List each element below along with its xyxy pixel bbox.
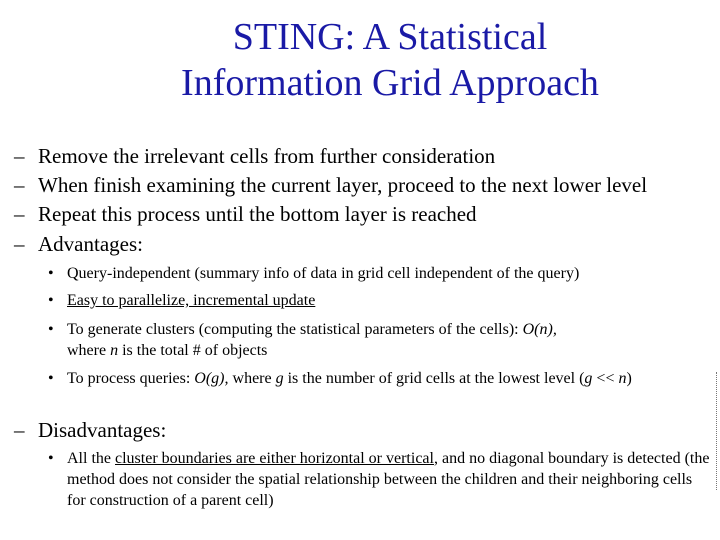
slide-title-line-2: Information Grid Approach	[181, 62, 599, 104]
bullet-text: Remove the irrelevant cells from further consideration	[38, 144, 496, 168]
text-part: All the	[67, 450, 115, 467]
bullet-text: Disadvantages:	[38, 418, 167, 442]
advantage-generate-clusters	[48, 319, 710, 361]
edge-dotted-rule	[716, 372, 717, 490]
bullet-remove-irrelevant	[14, 141, 495, 171]
text-part: , and no diagonal boundary is detected (the method does not consider the spatial relationship between the children and their neighboring cells for construction of a parent cell)	[67, 450, 710, 509]
bullet-dot: •	[48, 370, 54, 387]
dash-marker: –	[14, 202, 25, 226]
variable-g: g	[275, 370, 284, 387]
advantage-text: Query-independent (summary info of data in grid cell independent of the query)	[67, 265, 580, 282]
advantage-query-independent	[48, 263, 710, 284]
complexity-on: O(n),	[522, 321, 557, 338]
bullet-advantages	[14, 229, 143, 259]
disadvantage-boundaries	[48, 448, 710, 511]
text-part: To process queries:	[67, 370, 195, 387]
bullet-dot: •	[48, 265, 54, 282]
bullet-disadvantages	[14, 415, 166, 445]
disadvantage-text	[67, 448, 710, 511]
slide-title	[30, 14, 720, 106]
text-part: where	[67, 342, 111, 359]
variable-n: n	[110, 342, 119, 359]
dash-marker: –	[14, 144, 25, 168]
variable-n: n	[618, 370, 627, 387]
advantage-text	[67, 319, 710, 361]
underlined-phrase: cluster boundaries are either horizontal or vertical	[115, 450, 434, 467]
bullet-proceed-next-layer	[14, 170, 647, 200]
bullet-dot: •	[48, 321, 54, 338]
text-part: is the total # of objects	[118, 342, 268, 359]
text-part: where	[228, 370, 276, 387]
bullet-text: When finish examining the current layer, proceed to the next lower level	[38, 173, 648, 197]
bullet-text: Advantages:	[38, 232, 143, 256]
variable-g: g	[584, 370, 593, 387]
slide-title-line-1: STING: A Statistical	[232, 16, 548, 58]
complexity-og: O(g),	[194, 370, 229, 387]
bullet-dot: •	[48, 450, 54, 467]
dash-marker: –	[14, 173, 25, 197]
text-part: <<	[592, 370, 619, 387]
text-part: )	[626, 370, 632, 387]
dash-marker: –	[14, 232, 25, 256]
advantage-text	[67, 368, 710, 389]
text-part: To generate clusters (computing the statistical parameters of the cells):	[67, 321, 523, 338]
text-part: is the number of grid cells at the lowest level (	[283, 370, 585, 387]
bullet-repeat-process	[14, 199, 477, 229]
advantage-process-queries	[48, 368, 710, 389]
advantage-text: Easy to parallelize, incremental update	[67, 292, 316, 309]
dash-marker: –	[14, 418, 25, 442]
bullet-dot: •	[48, 292, 54, 309]
bullet-text: Repeat this process until the bottom layer is reached	[38, 202, 477, 226]
advantage-parallelize	[48, 290, 710, 311]
